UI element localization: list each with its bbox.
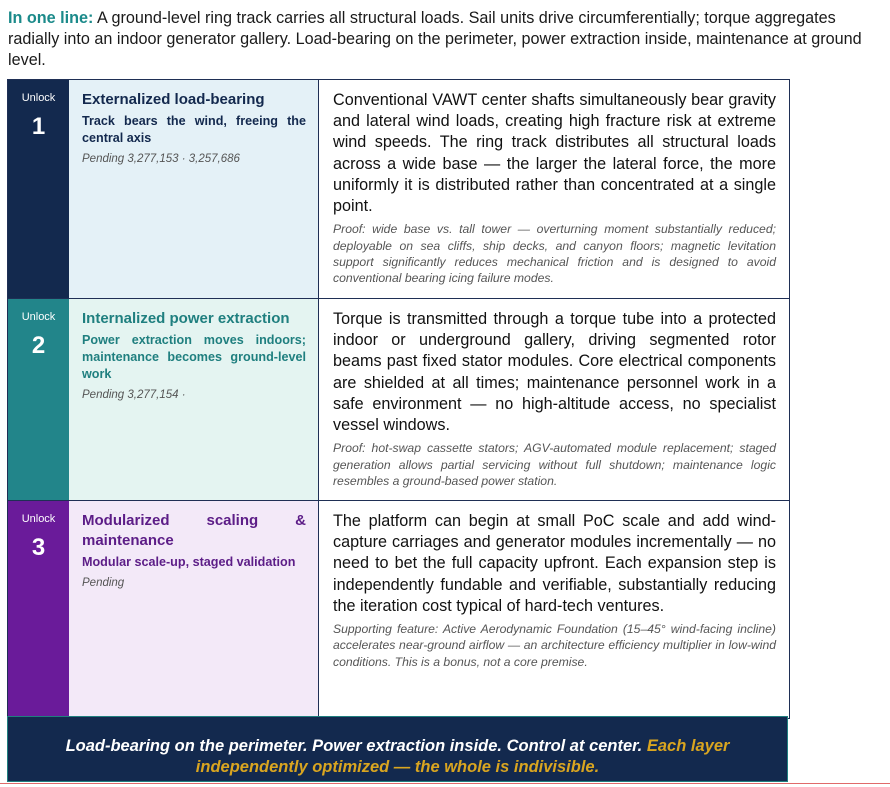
unlock-number: 3 xyxy=(31,534,46,561)
unlock-description-cell xyxy=(320,80,789,298)
unlock-number: 1 xyxy=(31,113,46,140)
unlock-label: Unlock xyxy=(21,92,56,104)
unlock-table xyxy=(7,79,790,719)
unlock-description: Conventional VAWT center shafts simultaneously bear gravity and lateral wind loads, creating high fracture risk at extreme wind speeds. The ring track distributes all structural loads across a wide base — the larger the lateral force, the more uniformly it is distributed rather than concentrated at a single point. xyxy=(333,91,776,216)
unlock-description: The platform can begin at small PoC scale and add wind-capture carriages and generator modules incrementally — no need to bet the full capacity upfront. Each expansion step is independently fundable and verifiable, substantially reducing the iteration cost typical of hard-tech ventures. xyxy=(333,512,776,615)
unlock-subtitle: Power extraction moves indoors; maintenance becomes ground-level work xyxy=(82,333,306,381)
summary-statement: Load-bearing on the perimeter. Power extraction inside. Control at center. xyxy=(65,737,643,755)
unlock-number: 2 xyxy=(31,332,46,359)
unlock-row-3 xyxy=(8,501,789,719)
unlock-subtitle: Track bears the wind, freeing the central axis xyxy=(82,114,306,145)
unlock-proof: Proof: wide base vs. tall tower — overturning moment substantially reduced; deployable on sea cliffs, ship decks, and canyon floors; magnetic levitation support significantly reduces mechanical friction and is designed to avoid conventional bearing icing failure modes. xyxy=(333,222,776,286)
pending-patents: Pending xyxy=(82,577,125,589)
unlock-proof: Supporting feature: Active Aerodynamic Foundation (15–45° wind-facing incline) accelerates near-ground airflow — an architecture efficiency multiplier in low-wind conditions. This is a bonus, not a core premise. xyxy=(333,622,776,669)
unlock-proof: Proof: hot-swap cassette stators; AGV-automated module replacement; staged generation allows partial servicing without full shutdown; maintenance logic resembles a ground-based power station. xyxy=(333,441,776,489)
bottom-divider xyxy=(0,783,890,784)
unlock-badge-3 xyxy=(8,501,69,718)
unlock-label: Unlock xyxy=(21,513,56,525)
unlock-row-1 xyxy=(8,80,789,299)
pending-patents: Pending 3,277,154 · xyxy=(82,389,186,401)
pending-patents: Pending 3,277,153 · 3,257,686 xyxy=(82,153,240,165)
intro-paragraph xyxy=(8,8,882,71)
unlock-description: Torque is transmitted through a torque tube into a protected indoor or underground gallery, driving segmented rotor beams past fixed stator modules. Core electrical components are shielded at all times; maintenance personnel work in a safe environment — no high-altitude access, no specialist vessel windows. xyxy=(333,310,776,435)
unlock-title: Externalized load-bearing xyxy=(82,91,265,108)
summary-banner xyxy=(7,716,788,782)
unlock-description-cell xyxy=(320,501,789,718)
intro-lead: In one line: xyxy=(8,9,94,27)
unlock-title-cell xyxy=(69,501,319,718)
unlock-title: Modularized scaling & maintenance xyxy=(82,512,306,549)
unlock-label: Unlock xyxy=(21,311,56,323)
unlock-title-cell xyxy=(69,299,319,500)
intro-text: A ground-level ring track carries all structural loads. Sail units drive circumferentially; torque aggregates radially into an indoor generator gallery. Load-bearing on the perimeter, power extraction inside, maintenance at ground level. xyxy=(8,9,862,69)
unlock-subtitle: Modular scale-up, staged validation xyxy=(82,555,296,569)
unlock-badge-2 xyxy=(8,299,69,500)
unlock-badge-1 xyxy=(8,80,69,298)
unlock-row-2 xyxy=(8,299,789,501)
unlock-title: Internalized power extraction xyxy=(82,310,290,327)
unlock-title-cell xyxy=(69,80,319,298)
summary-highlight: Each layer independently optimized — the whole is indivisible. xyxy=(195,737,730,776)
unlock-description-cell xyxy=(320,299,789,500)
